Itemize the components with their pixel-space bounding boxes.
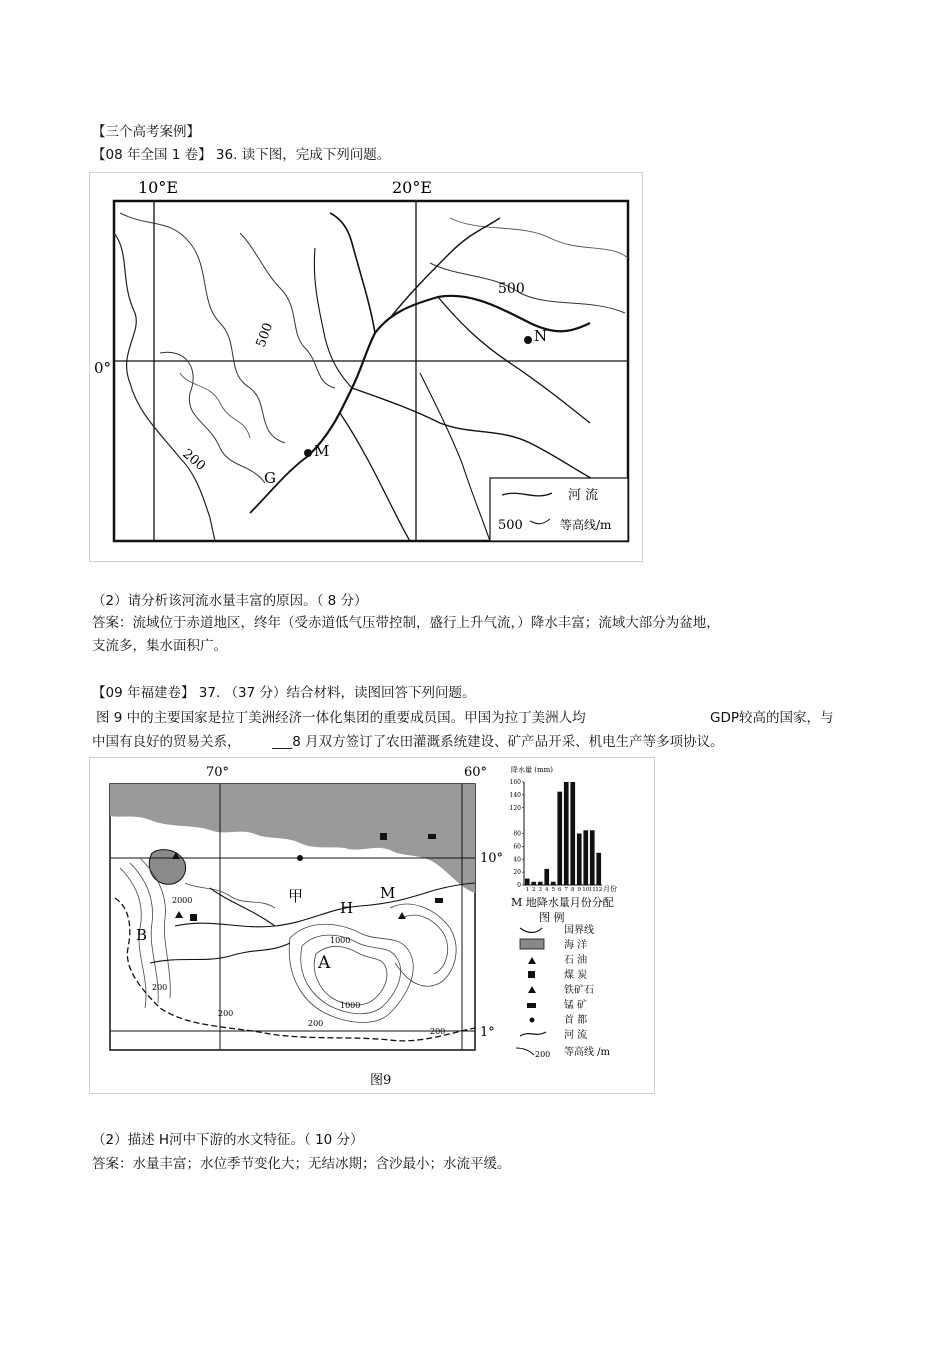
boundary-icon [520,928,542,933]
legend-title: 图 例 [539,911,565,924]
case2-material-line2a: 中国有良好的贸易关系， [92,734,241,750]
chart-xtick-label: 8 [571,887,575,893]
legend-label-manganese: 锰 矿 [564,1000,588,1011]
congo-map [90,173,642,561]
lon-label-20e: 20°E [392,178,433,197]
chart-bar-month-3 [538,882,543,885]
chart-bar-month-4 [544,869,549,885]
legend-label-boundary: 国界线 [564,925,594,936]
case2-material-line2b: ___8 月双方签订了农田灌溉系统建设、矿产品开采、机电生产等多项协议。 [272,734,724,750]
legend-label-river: 河 流 [564,1030,588,1041]
chart-ytick-label: 60 [513,843,521,851]
point-label-n: N [534,327,548,345]
coal-symbol-north [380,833,387,840]
ocean-icon [520,939,544,949]
contour-label-1000a: 1000 [330,936,351,945]
case1-question: （2）请分析该河流水量丰富的原因。（ 8 分） [92,593,368,609]
chart-xtick-label: 10 [582,887,590,893]
lat-label-10: 10° [480,851,504,866]
chart-bar-month-6 [557,792,562,885]
lon-label-10e: 10°E [138,178,179,197]
lat-label-0: 0° [94,359,112,377]
contour-label-200c: 200 [430,1027,446,1036]
point-m-marker [304,449,312,457]
venezuela-map [90,758,654,1093]
region-letter-b: B [136,926,148,944]
figure-caption: 图9 [370,1073,392,1088]
tributary-northeast [390,218,500,318]
legend-label-oil: 石 油 [564,955,588,966]
chart-xtick-label: 5 [551,887,555,893]
case1-answer-line1: 答案：流域位于赤道地区，终年（受赤道低气压带控制，盛行上升气流，）降水丰富；流域大部分为盆地， [92,615,720,631]
chart-ylabel: 降水量 (mm) [511,766,553,774]
lat-label-1: 1° [480,1025,495,1040]
contour-icon [516,1048,534,1055]
point-label-m: M [314,442,330,460]
lon-label-60: 60° [464,765,488,780]
chart-bar-month-11 [590,830,595,885]
case2-material-line1b: GDP较高的国家，与 [710,710,834,726]
chart-title: M 地降水量月份分配 [511,896,614,909]
chart-bar-month-9 [577,834,582,886]
chart-ytick-label: 40 [513,856,521,864]
chart-xlabel: 月份 [603,885,617,893]
lake-maracaibo [149,850,185,885]
contour-label-200b: 200 [218,1009,234,1018]
manganese-symbol-north [428,834,436,839]
tributary-se [420,373,490,541]
chart-xtick-label: 4 [545,887,549,893]
legend-label-coal: 煤 炭 [564,970,588,981]
point-letter-m: M [380,884,396,902]
manganese-symbol [435,898,443,903]
oil-symbol-2 [175,911,183,918]
chart-ytick-label: 0 [517,882,521,889]
chart-xtick-label: 9 [577,887,581,893]
contour-label-200a: 200 [152,983,168,992]
chart-bar-month-12 [596,853,601,885]
region-letter-jia: 甲 [288,887,304,905]
lower-congo [250,456,308,513]
case2-answer: 答案：水量丰富；水位季节变化大；无结冰期；含沙最小；水流平缓。 [92,1156,511,1172]
case2-header: 【09 年福建卷】 37. （37 分）结合材料，读图回答下列问题。 [92,685,476,701]
oil-icon [528,957,536,964]
contour-label-200d: 200 [308,1019,324,1028]
chart-xtick-label: 7 [564,887,568,893]
contour-label-500-west: 500 [253,320,277,350]
tributary-north [330,213,375,333]
iron-ore-symbol [398,912,406,919]
chart-xtick-label: 12 [595,887,603,893]
chart-xtick-label: 3 [538,887,542,893]
capital-icon [530,1018,535,1023]
contour-label-500-east: 500 [498,281,525,297]
iron-ore-icon [528,986,536,993]
capital-symbol [297,855,303,861]
contour-label-1000b: 1000 [340,1001,361,1010]
chart-bar-month-5 [551,882,556,885]
chart-ytick-label: 20 [513,869,521,877]
point-n-marker [524,336,532,344]
legend-contour-value: 500 [498,518,523,533]
venezuela-map-figure [89,757,655,1094]
congo-map-figure [89,172,643,562]
chart-xtick-label: 2 [532,887,536,893]
coal-icon [528,971,535,978]
contour-500-east [430,263,625,313]
tributary-nw [314,248,352,388]
chart-ytick-label: 120 [509,804,521,812]
contour-500-mid [240,233,335,388]
contour-200 [160,352,265,483]
map2-legend [516,923,611,1059]
river-letter-h: H [340,899,354,917]
section-heading: 【三个高考案例】 [92,124,200,140]
chart-ytick-label: 160 [509,779,521,786]
contour-north [450,218,628,258]
contour-label-200: 200 [179,446,209,475]
contour-label-2000: 2000 [172,896,193,905]
chart-ytick-label: 140 [509,791,521,799]
legend-label-iron-ore: 铁矿石 [564,985,594,996]
point-label-g: G [264,469,276,487]
guiana-contours [289,904,456,1022]
river-icon [520,1032,546,1036]
chart-bar-month-8 [570,782,575,885]
manganese-icon [527,1003,536,1008]
tributary-south [340,413,410,541]
chart-xtick-label: 11 [588,887,596,893]
case2-question: （2）描述 H河中下游的水文特征。（ 10 分） [92,1132,364,1148]
chart-bar-month-1 [525,879,530,885]
legend-label-ocean: 海 洋 [564,940,588,951]
chart-xtick-label: 6 [558,887,562,893]
precipitation-chart [510,765,617,924]
lon-label-70: 70° [206,765,230,780]
chart-ytick-label: 80 [513,830,521,838]
legend-label-capital: 首 都 [564,1015,588,1026]
coal-symbol [190,914,197,921]
legend-contour-label: 等高线/m [560,518,612,532]
chart-bar-month-10 [583,830,588,885]
legend-river-label: 河 流 [568,488,599,503]
legend-label-contour: 等高线 /m [564,1047,611,1058]
case1-header: 【08 年全国 1 卷】 36. 读下图，完成下列问题。 [92,147,391,163]
case1-answer-line2: 支流多，集水面积广。 [92,638,227,654]
rivers [150,883,475,963]
chart-bar-month-2 [531,882,536,885]
coastline [114,233,215,541]
case2-material-line1a: 图 9 中的主要国家是拉丁美洲经济一体化集团的重要成员国。甲国为拉丁美洲人均 [96,710,586,726]
chart-bar-month-7 [564,782,569,885]
chart-xtick-label: 1 [525,887,529,893]
region-letter-a: A [318,953,331,973]
legend-contour-value: 200 [535,1050,551,1059]
